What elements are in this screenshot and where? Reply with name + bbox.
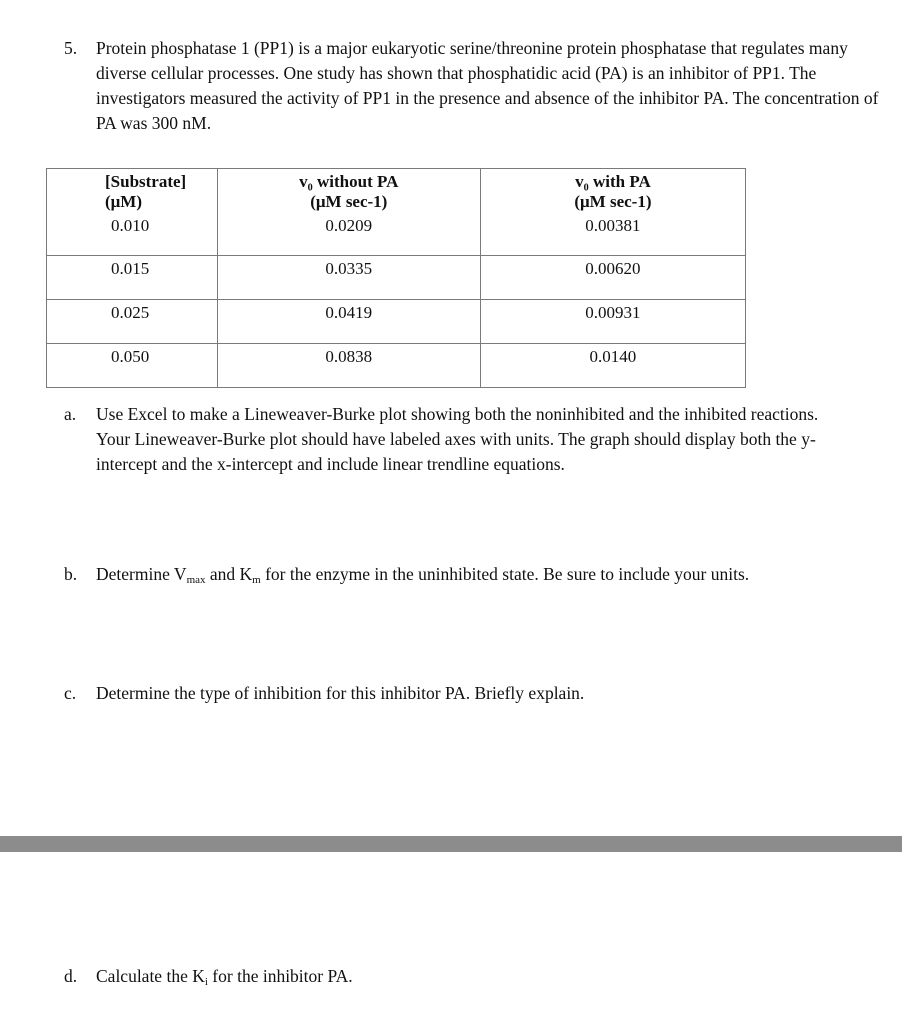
cell-v0-with: 0.0140 xyxy=(480,343,745,387)
cell-v0-without: 0.0335 xyxy=(217,255,480,299)
part-b-letter: b. xyxy=(64,564,78,584)
part-d-sub-i: i xyxy=(204,976,208,988)
part-b-sub-max: max xyxy=(186,574,206,586)
page-lower xyxy=(0,852,902,1024)
table-row xyxy=(47,299,746,343)
page-divider xyxy=(0,836,902,852)
part-d-text xyxy=(96,964,856,995)
header-substrate-line2: (μM) xyxy=(105,192,143,211)
header-v0-with xyxy=(480,169,745,217)
part-a-letter: a. xyxy=(64,404,77,424)
header-v0-without-line2: (μM sec-1) xyxy=(310,192,388,211)
cell-v0-without: 0.0419 xyxy=(217,299,480,343)
table-row xyxy=(47,217,746,256)
table-header-row xyxy=(47,169,746,217)
cell-substrate: 0.025 xyxy=(47,299,218,343)
question-text: Protein phosphatase 1 (PP1) is a major eukaryotic serine/threonine protein phosphatase that regulates many diverse cellular processes. One study has shown that phosphatidic acid (PA) is an inhibitor of PP1. The investigators measured the activity of PP1 in the presence and absence of the inhibitor PA. The concentration of PA was 300 nM. xyxy=(96,38,879,133)
part-b-sub-m: m xyxy=(252,574,261,586)
header-substrate-line1: [Substrate] xyxy=(105,172,187,191)
cell-substrate: 0.010 xyxy=(47,217,218,256)
part-c-text: Determine the type of inhibition for this inhibitor PA. Briefly explain. xyxy=(96,683,585,703)
cell-v0-with: 0.00931 xyxy=(480,299,745,343)
table-row xyxy=(47,255,746,299)
question-number: 5. xyxy=(64,38,78,58)
part-b-pre: Determine V xyxy=(96,564,187,584)
cell-v0-with: 0.00620 xyxy=(480,255,745,299)
cell-substrate: 0.015 xyxy=(47,255,218,299)
cell-v0-without: 0.0838 xyxy=(217,343,480,387)
part-d-letter: d. xyxy=(64,966,78,986)
cell-v0-with: 0.00381 xyxy=(480,217,745,256)
part-d-pre: Calculate the K xyxy=(96,966,205,986)
part-a-text: Use Excel to make a Lineweaver-Burke plot showing both the noninhibited and the inhibited reactions. Your Lineweaver-Burke plot should have labeled axes with units. The graph should display both the y-intercept and the x-intercept and include linear trendline equations. xyxy=(96,404,819,474)
part-b-mid: and K xyxy=(205,564,253,584)
header-v0-without xyxy=(217,169,480,217)
part-b-post: for the enzyme in the uninhibited state. Be sure to include your units. xyxy=(260,564,750,584)
cell-v0-without: 0.0209 xyxy=(217,217,480,256)
header-substrate xyxy=(47,169,218,217)
kinetics-table xyxy=(46,168,746,388)
header-v0-with-line1: v₀ with PA xyxy=(575,172,651,191)
part-c-letter: c. xyxy=(64,683,77,703)
part-d-post: for the inhibitor PA. xyxy=(207,966,353,986)
table-row xyxy=(47,343,746,387)
part-b-text xyxy=(96,562,866,593)
header-v0-without-line1: v₀ without PA xyxy=(299,172,399,191)
header-v0-with-line2: (μM sec-1) xyxy=(574,192,652,211)
cell-substrate: 0.050 xyxy=(47,343,218,387)
